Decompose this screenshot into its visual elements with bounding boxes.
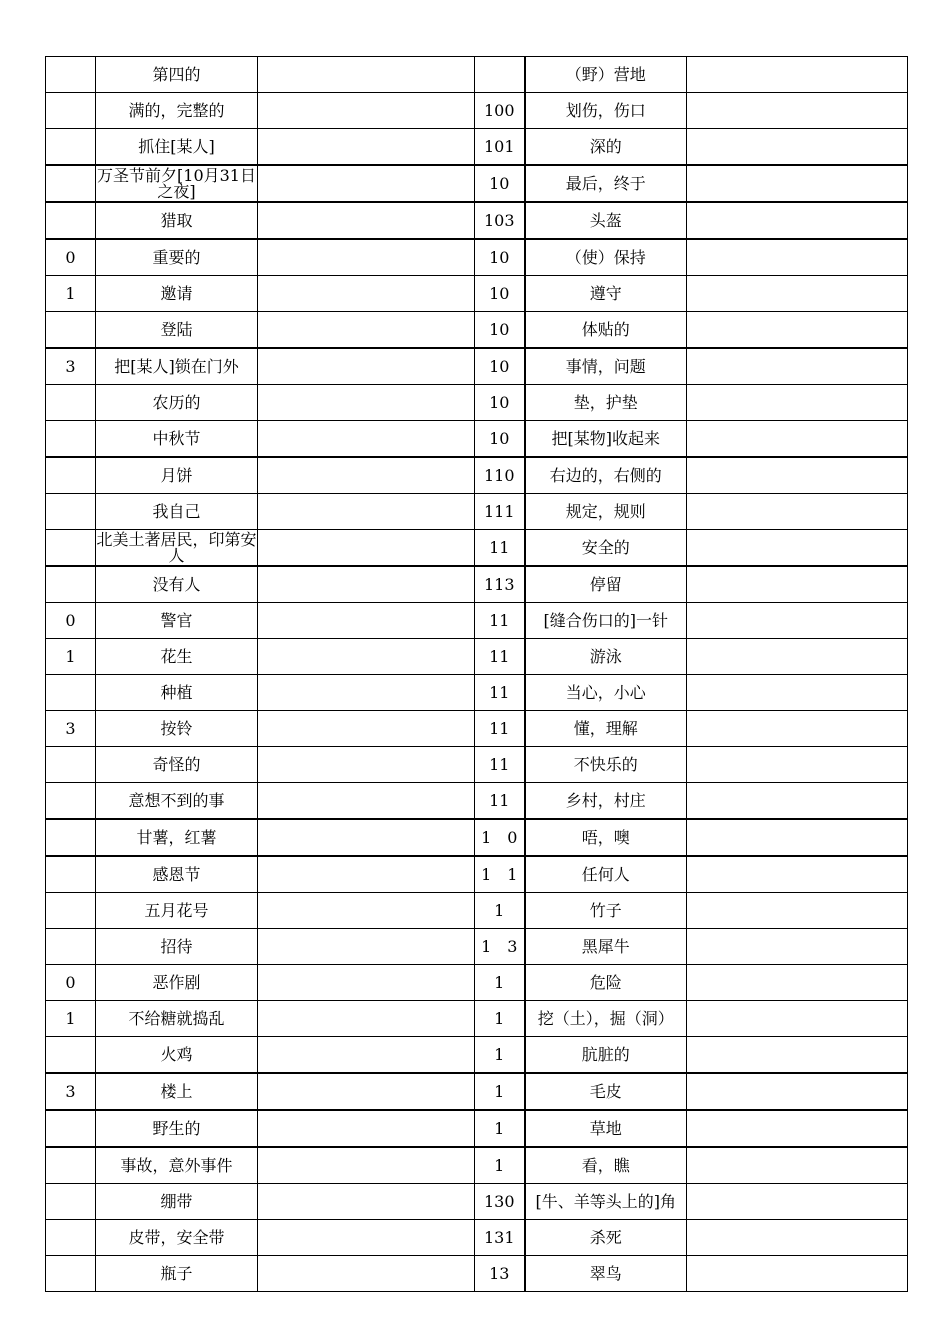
right-answer-cell (687, 93, 908, 129)
left-number-cell (46, 165, 96, 202)
left-answer-cell (258, 747, 475, 783)
right-meaning-cell: 最后，终于 (525, 165, 687, 202)
left-number-cell (46, 385, 96, 421)
table-row (46, 1256, 908, 1292)
table-row (46, 747, 908, 783)
right-answer-cell (687, 965, 908, 1001)
left-answer-cell (258, 494, 475, 530)
vocabulary-table (45, 56, 908, 1292)
right-meaning-cell: 肮脏的 (525, 1037, 687, 1074)
right-answer-cell (687, 312, 908, 349)
right-answer-cell (687, 276, 908, 312)
right-meaning-cell: 看，瞧 (525, 1147, 687, 1184)
right-number-cell: 11 (475, 783, 525, 820)
left-number-cell (46, 457, 96, 494)
right-meaning-cell: 翠鸟 (525, 1256, 687, 1292)
table-row (46, 385, 908, 421)
left-meaning-cell: 种植 (96, 675, 258, 711)
left-answer-cell (258, 1256, 475, 1292)
left-answer-cell (258, 566, 475, 603)
table-row (46, 566, 908, 603)
left-number-cell (46, 1220, 96, 1256)
left-meaning-cell: 野生的 (96, 1110, 258, 1147)
left-number-cell: 0 (46, 603, 96, 639)
left-meaning-cell: 五月花号 (96, 893, 258, 929)
right-number-cell: 111 (475, 494, 525, 530)
right-meaning-cell: 懂，理解 (525, 711, 687, 747)
left-meaning-cell: 满的，完整的 (96, 93, 258, 129)
right-answer-cell (687, 385, 908, 421)
left-meaning-cell: 万圣节前夕[10月31日之夜] (97, 165, 256, 201)
right-meaning-cell: 当心，小心 (525, 675, 687, 711)
right-meaning-cell: [缝合伤口的]一针 (525, 603, 687, 639)
right-number-cell (475, 57, 525, 93)
table-row (46, 856, 908, 893)
right-answer-cell (687, 129, 908, 166)
left-meaning-cell: 邀请 (96, 276, 258, 312)
left-answer-cell (258, 639, 475, 675)
table-row (46, 202, 908, 239)
right-number-cell: 131 (475, 1220, 525, 1256)
right-number-cell: 10 (475, 239, 525, 276)
table-row (46, 1147, 908, 1184)
left-number-cell (46, 893, 96, 929)
left-meaning-cell: 中秋节 (96, 421, 258, 458)
left-number-cell (46, 421, 96, 458)
left-answer-cell (258, 239, 475, 276)
left-answer-cell (258, 819, 475, 856)
left-meaning-cell: 登陆 (96, 312, 258, 349)
right-number-cell: 103 (475, 202, 525, 239)
right-number-cell: 1 0 (475, 819, 525, 856)
left-meaning-cell: 瓶子 (96, 1256, 258, 1292)
right-meaning-cell: 遵守 (525, 276, 687, 312)
right-answer-cell (687, 202, 908, 239)
right-number-cell: 11 (475, 603, 525, 639)
left-answer-cell (258, 929, 475, 965)
right-number-cell: 1 1 (475, 856, 525, 893)
table-row (46, 603, 908, 639)
left-answer-cell (258, 1073, 475, 1110)
left-answer-cell (258, 965, 475, 1001)
left-meaning-cell: 火鸡 (96, 1037, 258, 1074)
left-answer-cell (258, 276, 475, 312)
left-meaning-cell: 猎取 (96, 202, 258, 239)
right-meaning-cell: （野）营地 (525, 57, 687, 93)
right-answer-cell (687, 1001, 908, 1037)
right-number-cell: 1 (475, 1037, 525, 1074)
left-number-cell (46, 856, 96, 893)
right-meaning-cell: 毛皮 (525, 1073, 687, 1110)
left-meaning-cell: 把[某人]锁在门外 (96, 348, 258, 385)
left-number-cell (46, 530, 96, 567)
left-meaning-cell: 月饼 (96, 457, 258, 494)
table-row (46, 639, 908, 675)
left-number-cell (46, 1037, 96, 1074)
left-number-cell (46, 929, 96, 965)
right-meaning-cell: 草地 (525, 1110, 687, 1147)
right-number-cell: 11 (475, 639, 525, 675)
left-number-cell (46, 1147, 96, 1184)
right-meaning-cell: 深的 (525, 129, 687, 166)
left-number-cell: 0 (46, 965, 96, 1001)
table-row (46, 421, 908, 458)
right-answer-cell (687, 1037, 908, 1074)
left-answer-cell (258, 1110, 475, 1147)
right-number-cell: 11 (475, 675, 525, 711)
left-number-cell (46, 819, 96, 856)
right-answer-cell (687, 57, 908, 93)
table-row (46, 929, 908, 965)
right-answer-cell (687, 1220, 908, 1256)
right-meaning-cell: 乡村，村庄 (525, 783, 687, 820)
left-number-cell: 3 (46, 348, 96, 385)
left-number-cell (46, 129, 96, 166)
left-number-cell (46, 566, 96, 603)
right-answer-cell (687, 1110, 908, 1147)
left-answer-cell (258, 711, 475, 747)
left-number-cell (46, 312, 96, 349)
left-answer-cell (258, 893, 475, 929)
right-number-cell: 130 (475, 1184, 525, 1220)
left-number-cell (46, 675, 96, 711)
right-answer-cell (687, 494, 908, 530)
left-meaning-cell: 北美土著居民，印第安人 (96, 529, 257, 565)
left-meaning-cell: 感恩节 (96, 856, 258, 893)
table-row (46, 711, 908, 747)
left-number-cell: 1 (46, 639, 96, 675)
table-row (46, 348, 908, 385)
left-answer-cell (258, 530, 475, 567)
right-number-cell: 1 (475, 893, 525, 929)
table-row (46, 457, 908, 494)
right-number-cell: 11 (475, 530, 525, 567)
right-meaning-cell: 唔，噢 (525, 819, 687, 856)
right-meaning-cell: 头盔 (525, 202, 687, 239)
left-number-cell (46, 1110, 96, 1147)
right-meaning-cell: 任何人 (525, 856, 687, 893)
left-number-cell: 0 (46, 239, 96, 276)
left-answer-cell (258, 856, 475, 893)
right-answer-cell (687, 530, 908, 567)
right-answer-cell (687, 165, 908, 202)
left-number-cell (46, 202, 96, 239)
right-number-cell: 13 (475, 1256, 525, 1292)
right-meaning-cell: 把[某物]收起来 (525, 421, 687, 458)
left-answer-cell (258, 202, 475, 239)
left-answer-cell (258, 348, 475, 385)
table-row (46, 1110, 908, 1147)
right-meaning-cell: 右边的，右侧的 (525, 457, 687, 494)
table-row (46, 312, 908, 349)
left-answer-cell (258, 57, 475, 93)
table-row (46, 276, 908, 312)
right-answer-cell (687, 675, 908, 711)
right-meaning-cell: 事情，问题 (525, 348, 687, 385)
left-answer-cell (258, 783, 475, 820)
right-number-cell: 110 (475, 457, 525, 494)
right-answer-cell (687, 603, 908, 639)
left-answer-cell (258, 1147, 475, 1184)
right-meaning-cell: 垫，护垫 (525, 385, 687, 421)
table-row (46, 819, 908, 856)
right-number-cell: 1 (475, 965, 525, 1001)
left-answer-cell (258, 675, 475, 711)
right-number-cell: 1 (475, 1147, 525, 1184)
left-number-cell: 3 (46, 711, 96, 747)
right-answer-cell (687, 711, 908, 747)
right-answer-cell (687, 856, 908, 893)
table-row (46, 530, 908, 567)
left-answer-cell (258, 1037, 475, 1074)
right-number-cell: 10 (475, 348, 525, 385)
left-number-cell: 1 (46, 1001, 96, 1037)
left-answer-cell (258, 385, 475, 421)
left-number-cell (46, 783, 96, 820)
table-row (46, 675, 908, 711)
right-number-cell: 1 (475, 1073, 525, 1110)
left-number-cell (46, 1256, 96, 1292)
table-row (46, 1001, 908, 1037)
table-row (46, 93, 908, 129)
left-answer-cell (258, 1184, 475, 1220)
left-answer-cell (258, 603, 475, 639)
table-row (46, 1037, 908, 1074)
right-meaning-cell: 体贴的 (525, 312, 687, 349)
right-answer-cell (687, 421, 908, 458)
right-answer-cell (687, 929, 908, 965)
left-number-cell (46, 93, 96, 129)
left-meaning-cell: 花生 (96, 639, 258, 675)
left-meaning-cell: 楼上 (96, 1073, 258, 1110)
left-number-cell: 3 (46, 1073, 96, 1110)
left-meaning-cell: 事故，意外事件 (96, 1147, 258, 1184)
left-meaning-cell: 第四的 (96, 57, 258, 93)
left-meaning-cell: 按铃 (96, 711, 258, 747)
table-row (46, 57, 908, 93)
table-row (46, 965, 908, 1001)
right-answer-cell (687, 893, 908, 929)
right-answer-cell (687, 1256, 908, 1292)
right-answer-cell (687, 819, 908, 856)
left-meaning-cell: 重要的 (96, 239, 258, 276)
right-answer-cell (687, 1184, 908, 1220)
right-answer-cell (687, 239, 908, 276)
left-answer-cell (258, 312, 475, 349)
right-meaning-cell: 不快乐的 (525, 747, 687, 783)
right-meaning-cell: 杀死 (525, 1220, 687, 1256)
right-number-cell: 10 (475, 276, 525, 312)
left-answer-cell (258, 165, 475, 202)
left-answer-cell (258, 93, 475, 129)
right-answer-cell (687, 348, 908, 385)
right-number-cell: 113 (475, 566, 525, 603)
right-meaning-cell: 安全的 (525, 530, 687, 567)
left-answer-cell (258, 1001, 475, 1037)
right-meaning-cell: 划伤，伤口 (525, 93, 687, 129)
right-answer-cell (687, 639, 908, 675)
right-number-cell: 11 (475, 747, 525, 783)
left-answer-cell (258, 421, 475, 458)
table-row (46, 1184, 908, 1220)
left-answer-cell (258, 129, 475, 166)
table-row (46, 1220, 908, 1256)
right-answer-cell (687, 783, 908, 820)
right-meaning-cell: 挖（土），掘（洞） (525, 1001, 687, 1037)
right-meaning-cell: 规定，规则 (525, 494, 687, 530)
right-meaning-cell: 黑犀牛 (525, 929, 687, 965)
right-number-cell: 100 (475, 93, 525, 129)
right-meaning-cell: 竹子 (525, 893, 687, 929)
left-meaning-cell: 没有人 (96, 566, 258, 603)
left-meaning-cell: 恶作剧 (96, 965, 258, 1001)
right-number-cell: 10 (475, 421, 525, 458)
table-row (46, 494, 908, 530)
right-number-cell: 1 3 (475, 929, 525, 965)
table-row (46, 1073, 908, 1110)
left-meaning-cell: 我自己 (96, 494, 258, 530)
right-answer-cell (687, 457, 908, 494)
right-meaning-cell: [牛、羊等头上的]角 (525, 1184, 687, 1220)
right-meaning-cell: （使）保持 (525, 239, 687, 276)
right-number-cell: 101 (475, 129, 525, 166)
right-answer-cell (687, 1147, 908, 1184)
left-meaning-cell: 甘薯，红薯 (96, 819, 258, 856)
table-row (46, 165, 908, 202)
left-meaning-cell: 奇怪的 (96, 747, 258, 783)
table-row (46, 893, 908, 929)
left-meaning-cell: 农历的 (96, 385, 258, 421)
left-number-cell (46, 57, 96, 93)
right-number-cell: 10 (475, 312, 525, 349)
right-meaning-cell: 危险 (525, 965, 687, 1001)
left-meaning-cell: 警官 (96, 603, 258, 639)
left-answer-cell (258, 1220, 475, 1256)
left-number-cell (46, 1184, 96, 1220)
table-row (46, 783, 908, 820)
left-meaning-cell: 意想不到的事 (96, 783, 258, 820)
right-number-cell: 10 (475, 385, 525, 421)
right-meaning-cell: 游泳 (525, 639, 687, 675)
table-row (46, 239, 908, 276)
right-answer-cell (687, 566, 908, 603)
left-meaning-cell: 不给糖就捣乱 (96, 1001, 258, 1037)
right-number-cell: 11 (475, 711, 525, 747)
table-row (46, 129, 908, 166)
right-number-cell: 1 (475, 1110, 525, 1147)
right-answer-cell (687, 1073, 908, 1110)
left-meaning-cell: 皮带，安全带 (96, 1220, 258, 1256)
left-number-cell (46, 494, 96, 530)
right-number-cell: 10 (475, 165, 525, 202)
left-meaning-cell: 绷带 (96, 1184, 258, 1220)
left-number-cell: 1 (46, 276, 96, 312)
right-meaning-cell: 停留 (525, 566, 687, 603)
right-number-cell: 1 (475, 1001, 525, 1037)
left-meaning-cell: 招待 (96, 929, 258, 965)
vocabulary-table-body (46, 57, 908, 1292)
left-number-cell (46, 747, 96, 783)
right-answer-cell (687, 747, 908, 783)
left-answer-cell (258, 457, 475, 494)
left-meaning-cell: 抓住[某人] (96, 129, 258, 166)
